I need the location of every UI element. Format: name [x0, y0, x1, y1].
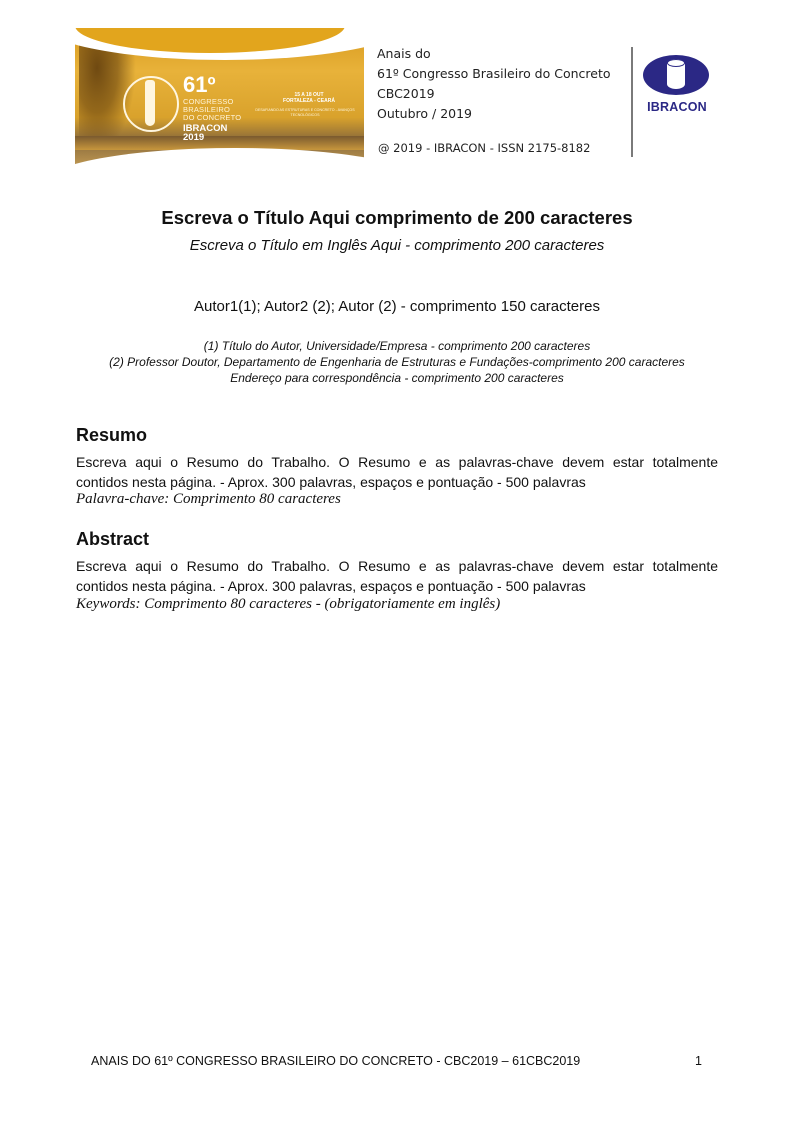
- banner-tagline: DESAFIANDO AS ESTRUTURAS E CONCRETO - AVANÇOS TECNOLÓGICOS: [255, 108, 355, 117]
- page-number: 1: [695, 1054, 702, 1068]
- affiliation-line: (1) Título do Autor, Universidade/Empresa - comprimento 200 caracteres: [203, 339, 591, 353]
- ibracon-logo: [643, 55, 711, 121]
- copyright-issn: @ 2019 - IBRACON - ISSN 2175-8182: [378, 141, 591, 155]
- banner-edition: 61º: [183, 72, 216, 97]
- banner-congress-name: CONGRESSO BRASILEIRO DO CONCRETO: [183, 97, 242, 122]
- resumo-body: Escreva aqui o Resumo do Trabalho. O Resumo e as palavras-chave devem estar totalmente contidos nesta página. - Aprox. 300 palavras, espaços e pontuação - 500 palavras: [76, 454, 718, 490]
- author-affiliations: [0, 338, 794, 386]
- resumo-keywords: Palavra-chave: Comprimento 80 caracteres: [76, 491, 341, 507]
- info-line: 61º Congresso Brasileiro do Concreto: [377, 66, 611, 81]
- banner-org: IBRACON 2019: [183, 123, 228, 143]
- resumo-heading: Resumo: [76, 425, 148, 445]
- congress-banner-image: [75, 28, 364, 172]
- paper-authors: Autor1(1); Autor2 (2); Autor (2) - comprimento 150 caracteres: [193, 298, 600, 315]
- info-line: Outubro / 2019: [377, 106, 473, 121]
- abstract-body: Escreva aqui o Resumo do Trabalho. O Resumo e as palavras-chave devem estar totalmente contidos nesta página. - Aprox. 300 palavras, espaços e pontuação - 500 palavras: [76, 558, 718, 594]
- abstract-keywords: Keywords: Comprimento 80 caracteres - (obrigatoriamente em inglês): [76, 596, 501, 612]
- affiliation-line: (2) Professor Doutor, Departamento de Engenharia de Estruturas e Fundações-comprimento 200 caracteres: [109, 355, 685, 369]
- logo-text: IBRACON: [647, 100, 707, 114]
- info-line: CBC2019: [377, 86, 435, 101]
- paper-subtitle: Escreva o Título em Inglês Aqui - comprimento 200 caracteres: [189, 237, 605, 254]
- abstract-heading: Abstract: [76, 529, 150, 549]
- header-divider: [631, 47, 633, 157]
- banner-dates: 15 A 18 OUT FORTALEZA - CEARÁ: [283, 92, 335, 104]
- statue-figure-icon: [145, 80, 155, 126]
- paper-title: Escreva o Título Aqui comprimento de 200 caracteres: [161, 207, 633, 228]
- proceedings-info: [377, 44, 611, 124]
- page-footer: ANAIS DO 61º CONGRESSO BRASILEIRO DO CONCRETO - CBC2019 – 61CBC2019: [91, 1054, 581, 1068]
- cylinder-top-icon: [667, 59, 685, 67]
- info-line: Anais do: [377, 46, 431, 61]
- affiliation-line: Endereço para correspondência - comprimento 200 caracteres: [230, 371, 564, 385]
